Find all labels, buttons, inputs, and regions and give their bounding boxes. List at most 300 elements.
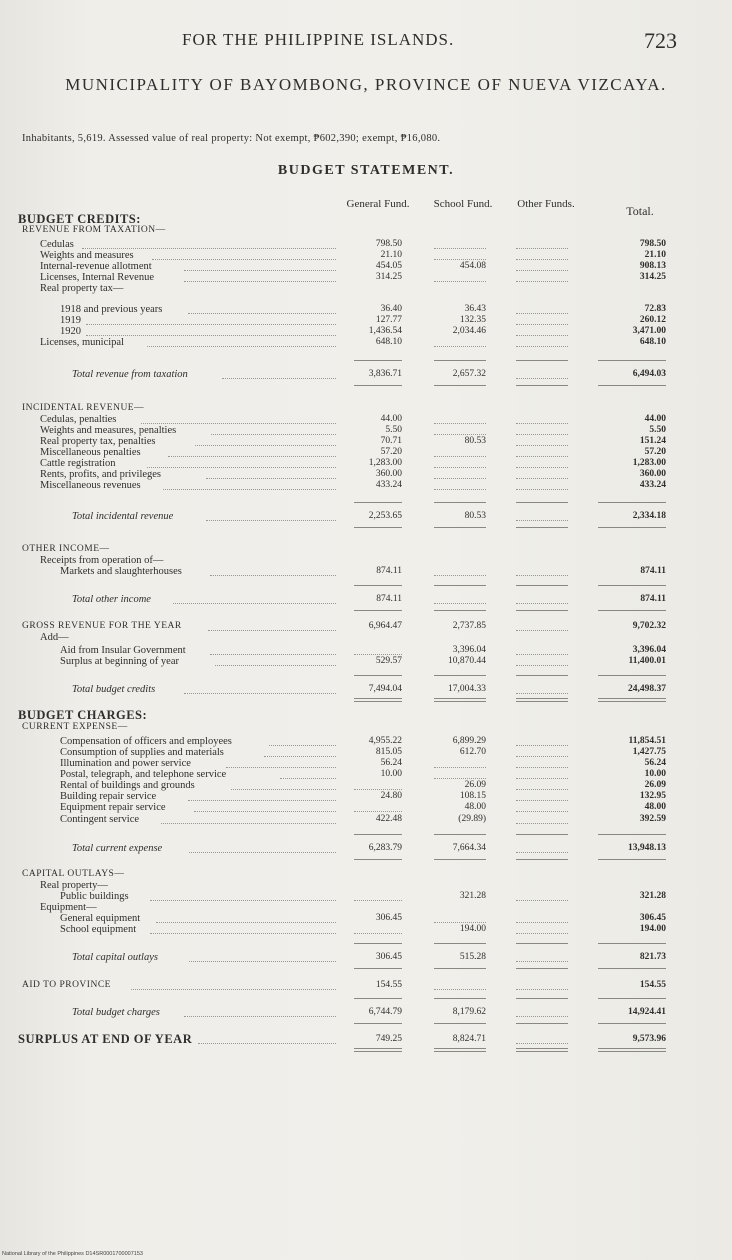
table-row (0, 780, 732, 791)
cell-gen: 815.05 (375, 747, 402, 757)
cell-sch: 26.09 (464, 780, 486, 790)
empty-cell-leader (434, 423, 486, 424)
subtotal-rule (516, 834, 568, 835)
empty-cell-leader (516, 603, 568, 604)
subtotal-rule (516, 360, 568, 361)
empty-cell-leader (516, 575, 568, 576)
cell-total: 1,283.00 (632, 458, 666, 468)
column-header-school-fund: School Fund. (433, 198, 493, 210)
empty-cell-leader (516, 654, 568, 655)
row-label: Receipts from operation of— (40, 555, 164, 566)
label-leader (231, 789, 336, 790)
row-label: School equipment (60, 924, 137, 935)
table-row (0, 656, 732, 667)
empty-cell-leader (516, 767, 568, 768)
empty-cell-leader (354, 811, 402, 812)
table-row (0, 952, 732, 963)
row-label: Postal, telegraph, and telephone service (60, 769, 227, 780)
row-label: Real property tax— (40, 283, 124, 294)
row-label: Public buildings (60, 891, 129, 902)
table-row (0, 566, 732, 577)
label-leader (189, 852, 336, 853)
cell-sch: 8,179.62 (452, 1007, 486, 1017)
double-rule (354, 1048, 402, 1052)
cell-total: 26.09 (644, 780, 666, 790)
label-leader (264, 756, 336, 757)
cell-sch: 454.08 (459, 261, 486, 271)
label-leader (131, 989, 336, 990)
label-leader (195, 445, 336, 446)
cell-sch: 194.00 (459, 924, 486, 934)
row-label: INCIDENTAL REVENUE— (22, 403, 145, 413)
cell-total: 2,334.18 (632, 511, 666, 521)
subtotal-rule (434, 360, 486, 361)
cell-total: 56.24 (644, 758, 666, 768)
total-rule (354, 859, 402, 860)
total-rule (434, 1023, 486, 1024)
subtotal-rule (516, 943, 568, 944)
cell-gen: 127.77 (375, 315, 402, 325)
cell-total: 1,427.75 (632, 747, 666, 757)
cell-gen: 422.48 (375, 814, 402, 824)
cell-gen: 44.00 (380, 414, 402, 424)
total-rule (354, 968, 402, 969)
row-label: OTHER INCOME— (22, 544, 110, 554)
label-leader (82, 248, 336, 249)
empty-cell-leader (516, 745, 568, 746)
cell-gen: 433.24 (375, 480, 402, 490)
empty-cell-leader (434, 281, 486, 282)
row-label: Real property tax, penalties (40, 436, 156, 447)
inhabitants-line: Inhabitants, 5,619. Assessed value of real property: Not exempt, ₱602,390; exempt, ₱16,080. (22, 133, 441, 144)
row-label: Building repair service (60, 791, 157, 802)
total-rule (516, 859, 568, 860)
table-row (0, 769, 732, 780)
cell-sch: 80.53 (464, 436, 486, 446)
label-leader (86, 335, 336, 336)
cell-gen: 1,436.54 (368, 326, 402, 336)
cell-total: 874.11 (640, 594, 666, 604)
total-rule (434, 527, 486, 528)
empty-cell-leader (434, 467, 486, 468)
total-rule (598, 385, 666, 386)
cell-gen: 3,836.71 (368, 369, 402, 379)
municipality-title: MUNICIPALITY OF BAYOMBONG, PROVINCE OF NUEVA VIZCAYA. (65, 75, 667, 94)
cell-total: 48.00 (644, 802, 666, 812)
table-row (0, 436, 732, 447)
empty-cell-leader (516, 445, 568, 446)
row-label: BUDGET CHARGES: (18, 708, 148, 722)
total-rule (516, 1023, 568, 1024)
cell-total: 14,924.41 (628, 1007, 666, 1017)
subtotal-rule (598, 585, 666, 586)
empty-cell-leader (516, 423, 568, 424)
total-rule (354, 610, 402, 611)
table-row (0, 544, 732, 555)
cell-gen: 798.50 (375, 239, 402, 249)
cell-total: 21.10 (644, 250, 666, 260)
empty-cell-leader (516, 789, 568, 790)
cell-gen: 6,283.79 (368, 843, 402, 853)
table-row (0, 891, 732, 902)
empty-cell-leader (434, 989, 486, 990)
row-label: CURRENT EXPENSE— (22, 722, 128, 732)
empty-cell-leader (516, 756, 568, 757)
subtotal-rule (354, 834, 402, 835)
row-label: Total budget credits (72, 684, 156, 695)
double-rule (354, 698, 402, 702)
cell-sch: 132.35 (459, 315, 486, 325)
cell-sch: 612.70 (459, 747, 486, 757)
row-label: Miscellaneous revenues (40, 480, 141, 491)
subtotal-rule (598, 675, 666, 676)
label-leader (184, 281, 336, 282)
cell-sch: 17,004.33 (448, 684, 486, 694)
table-row (0, 239, 732, 250)
label-leader (168, 456, 336, 457)
label-leader (188, 800, 336, 801)
subtotal-rule (598, 943, 666, 944)
row-label: SURPLUS AT END OF YEAR (18, 1032, 193, 1046)
subtotal-rule (354, 502, 402, 503)
row-label: Equipment— (40, 902, 97, 913)
table-row (0, 710, 732, 721)
label-leader (147, 346, 336, 347)
total-rule (354, 1023, 402, 1024)
cell-total: 9,702.32 (632, 621, 666, 631)
cell-gen: 5.50 (385, 425, 402, 435)
cell-total: 306.45 (639, 913, 666, 923)
label-leader (222, 378, 336, 379)
table-row (0, 337, 732, 348)
subtotal-rule (516, 502, 568, 503)
table-row (0, 272, 732, 283)
cell-total: 151.24 (639, 436, 666, 446)
cell-total: 3,471.00 (632, 326, 666, 336)
empty-cell-leader (434, 259, 486, 260)
label-leader (194, 811, 336, 812)
cell-sch: 321.28 (459, 891, 486, 901)
double-rule (598, 698, 666, 702)
cell-gen: 1,283.00 (368, 458, 402, 468)
label-leader (86, 324, 336, 325)
row-label: Licenses, Internal Revenue (40, 272, 154, 283)
empty-cell-leader (516, 520, 568, 521)
row-label: 1918 and previous years (60, 304, 163, 315)
row-label: Total budget charges (72, 1007, 160, 1018)
label-leader (280, 778, 336, 779)
subtotal-rule (434, 585, 486, 586)
row-label: Total other income (72, 594, 151, 605)
cell-gen: 56.24 (380, 758, 402, 768)
row-label: Real property— (40, 880, 108, 891)
cell-total: 908.13 (639, 261, 666, 271)
row-label: Rental of buildings and grounds (60, 780, 195, 791)
row-label: Rents, profits, and privileges (40, 469, 162, 480)
table-row (0, 924, 732, 935)
row-label: Markets and slaughterhouses (60, 566, 182, 577)
table-row (0, 802, 732, 813)
empty-cell-leader (434, 346, 486, 347)
subtotal-rule (434, 675, 486, 676)
subtotal-rule (354, 675, 402, 676)
label-leader (188, 313, 336, 314)
table-row (0, 880, 732, 891)
cell-total: 154.55 (639, 980, 666, 990)
empty-cell-leader (516, 961, 568, 962)
empty-cell-leader (434, 248, 486, 249)
total-rule (516, 527, 568, 528)
column-header-other-funds: Other Funds. (517, 198, 575, 210)
subtotal-rule (434, 943, 486, 944)
cell-total: 132.95 (639, 791, 666, 801)
empty-cell-leader (434, 922, 486, 923)
empty-cell-leader (516, 281, 568, 282)
label-leader (210, 654, 336, 655)
table-row (0, 869, 732, 880)
cell-sch: 2,034.46 (452, 326, 486, 336)
total-rule (434, 385, 486, 386)
cell-total: 5.50 (649, 425, 666, 435)
empty-cell-leader (516, 324, 568, 325)
total-rule (434, 859, 486, 860)
table-row (0, 403, 732, 414)
empty-cell-leader (516, 1016, 568, 1017)
row-label: Weights and measures (40, 250, 134, 261)
cell-total: 24,498.37 (628, 684, 666, 694)
cell-gen: 154.55 (375, 980, 402, 990)
total-rule (598, 968, 666, 969)
table-row (0, 621, 732, 632)
cell-sch: 48.00 (464, 802, 486, 812)
cell-gen: 874.11 (376, 594, 402, 604)
empty-cell-leader (516, 456, 568, 457)
label-leader (163, 489, 336, 490)
empty-cell-leader (516, 313, 568, 314)
empty-cell-leader (516, 1043, 568, 1044)
subtotal-rule (598, 834, 666, 835)
cell-gen: 24.80 (380, 791, 402, 801)
empty-cell-leader (516, 900, 568, 901)
cell-sch: 80.53 (464, 511, 486, 521)
label-leader (147, 467, 336, 468)
cell-total: 392.59 (639, 814, 666, 824)
cell-gen: 306.45 (375, 913, 402, 923)
table-row (0, 261, 732, 272)
empty-cell-leader (354, 900, 402, 901)
total-rule (598, 859, 666, 860)
empty-cell-leader (434, 478, 486, 479)
row-label: Miscellaneous penalties (40, 447, 141, 458)
empty-cell-leader (516, 922, 568, 923)
total-rule (434, 968, 486, 969)
table-row (0, 814, 732, 825)
row-label: Weights and measures, penalties (40, 425, 177, 436)
cell-gen: 36.40 (380, 304, 402, 314)
row-label: Surplus at beginning of year (60, 656, 179, 667)
column-header-general-fund: General Fund. (346, 198, 410, 210)
table-row (0, 447, 732, 458)
row-label: CAPITAL OUTLAYS— (22, 869, 125, 879)
subtotal-rule (516, 675, 568, 676)
empty-cell-leader (354, 789, 402, 790)
empty-cell-leader (354, 933, 402, 934)
column-header-total: Total. (626, 204, 654, 218)
cell-sch: 3,396.04 (452, 645, 486, 655)
table-row (0, 414, 732, 425)
cell-sch: 6,899.29 (452, 736, 486, 746)
empty-cell-leader (516, 778, 568, 779)
empty-cell-leader (516, 630, 568, 631)
cell-sch: 36.43 (464, 304, 486, 314)
empty-cell-leader (434, 434, 486, 435)
table-row (0, 250, 732, 261)
table-row (0, 458, 732, 469)
total-rule (354, 527, 402, 528)
cell-total: 57.20 (644, 447, 666, 457)
row-label: Consumption of supplies and materials (60, 747, 224, 758)
label-leader (184, 270, 336, 271)
row-label: Cattle registration (40, 458, 116, 469)
empty-cell-leader (516, 811, 568, 812)
subtotal-rule (598, 998, 666, 999)
cell-total: 3,396.04 (632, 645, 666, 655)
table-row (0, 684, 732, 695)
empty-cell-leader (516, 248, 568, 249)
cell-sch: 7,664.34 (452, 843, 486, 853)
empty-cell-leader (516, 478, 568, 479)
label-leader (152, 259, 336, 260)
empty-cell-leader (516, 259, 568, 260)
row-label: 1920 (60, 326, 81, 337)
subtotal-rule (354, 585, 402, 586)
row-label: Total incidental revenue (72, 511, 174, 522)
total-rule (354, 385, 402, 386)
table-row (0, 369, 732, 380)
row-label: Internal-revenue allotment (40, 261, 152, 272)
row-label: Total revenue from taxation (72, 369, 188, 380)
label-leader (184, 693, 336, 694)
label-leader (206, 478, 336, 479)
running-head: FOR THE PHILIPPINE ISLANDS. (182, 30, 455, 49)
cell-total: 10.00 (644, 769, 666, 779)
cell-sch: 2,737.85 (452, 621, 486, 631)
statement-title: BUDGET STATEMENT. (277, 163, 455, 178)
row-label: Licenses, municipal (40, 337, 124, 348)
cell-gen: 360.00 (375, 469, 402, 479)
subtotal-rule (598, 502, 666, 503)
cell-gen: 57.20 (380, 447, 402, 457)
cell-total: 321.28 (639, 891, 666, 901)
double-rule (516, 698, 568, 702)
subtotal-rule (434, 998, 486, 999)
subtotal-rule (516, 585, 568, 586)
table-row (0, 304, 732, 315)
cell-gen: 454.05 (375, 261, 402, 271)
label-leader (211, 434, 336, 435)
cell-sch: 108.15 (459, 791, 486, 801)
label-leader (189, 961, 336, 962)
cell-gen: 648.10 (375, 337, 402, 347)
table-row (0, 722, 732, 733)
row-label: Equipment repair service (60, 802, 166, 813)
footer-credit: National Library of the Philippines D14SR0001700007153 (2, 1251, 143, 1257)
cell-total: 44.00 (644, 414, 666, 424)
subtotal-rule (434, 834, 486, 835)
table-row (0, 214, 732, 225)
cell-total: 874.11 (640, 566, 666, 576)
subtotal-rule (516, 998, 568, 999)
table-row (0, 315, 732, 326)
cell-gen: 306.45 (375, 952, 402, 962)
double-rule (434, 1048, 486, 1052)
empty-cell-leader (354, 654, 402, 655)
total-rule (516, 968, 568, 969)
table-row (0, 594, 732, 605)
cell-total: 13,948.13 (628, 843, 666, 853)
row-label: BUDGET CREDITS: (18, 212, 141, 226)
row-label: REVENUE FROM TAXATION— (22, 225, 166, 235)
row-label: Illumination and power service (60, 758, 191, 769)
subtotal-rule (354, 360, 402, 361)
table-row (0, 225, 732, 236)
cell-sch: 2,657.32 (452, 369, 486, 379)
row-label: General equipment (60, 913, 141, 924)
total-rule (516, 610, 568, 611)
table-row (0, 747, 732, 758)
table-row (0, 480, 732, 491)
empty-cell-leader (516, 335, 568, 336)
cell-total: 821.73 (639, 952, 666, 962)
cell-gen: 6,964.47 (368, 621, 402, 631)
cell-total: 433.24 (639, 480, 666, 490)
row-label: Total capital outlays (72, 952, 158, 963)
table-row (0, 326, 732, 337)
cell-sch: 10,870.44 (448, 656, 486, 666)
cell-gen: 749.25 (375, 1034, 402, 1044)
cell-sch: (29.89) (458, 814, 486, 824)
table-row (0, 283, 732, 294)
cell-total: 314.25 (639, 272, 666, 282)
row-label: Compensation of officers and employees (60, 736, 232, 747)
empty-cell-leader (516, 467, 568, 468)
subtotal-rule (354, 998, 402, 999)
cell-total: 194.00 (639, 924, 666, 934)
cell-sch: 515.28 (459, 952, 486, 962)
total-rule (598, 527, 666, 528)
table-row (0, 758, 732, 769)
label-leader (150, 933, 336, 934)
label-leader (141, 423, 336, 424)
cell-gen: 4,955.22 (368, 736, 402, 746)
subtotal-rule (434, 502, 486, 503)
cell-sch: 8,824.71 (452, 1034, 486, 1044)
label-leader (161, 823, 336, 824)
double-rule (434, 698, 486, 702)
cell-gen: 6,744.79 (368, 1007, 402, 1017)
label-leader (215, 665, 336, 666)
empty-cell-leader (516, 665, 568, 666)
table-row (0, 736, 732, 747)
cell-total: 260.12 (639, 315, 666, 325)
cell-gen: 10.00 (380, 769, 402, 779)
empty-cell-leader (516, 489, 568, 490)
empty-cell-leader (434, 778, 486, 779)
label-leader (208, 630, 336, 631)
table-row (0, 511, 732, 522)
empty-cell-leader (516, 933, 568, 934)
cell-total: 798.50 (639, 239, 666, 249)
